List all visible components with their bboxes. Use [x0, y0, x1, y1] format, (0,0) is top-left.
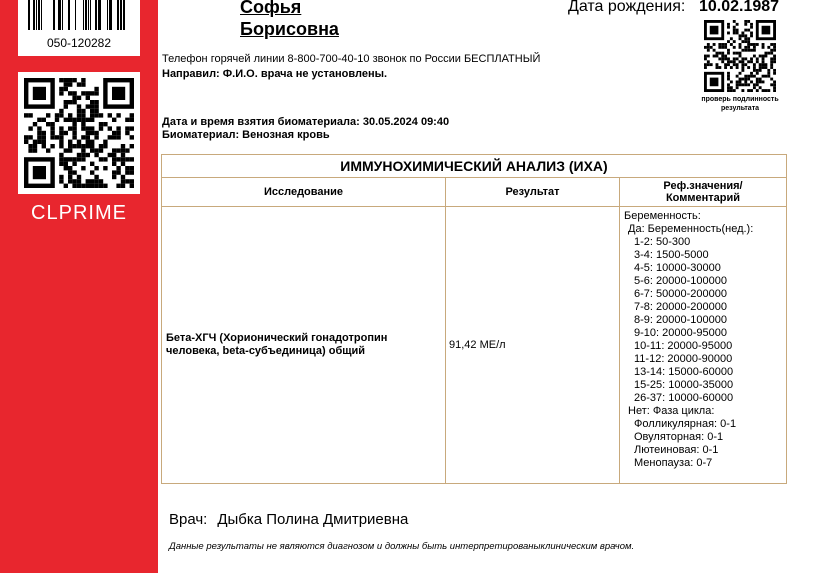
ref-line: 4-5: 10000-30000	[634, 262, 721, 274]
test-name-line1: Бета-ХГЧ (Хорионический гонадотропин	[166, 332, 388, 344]
results-table	[161, 154, 787, 484]
verify-line-1: проверь подлинность	[701, 96, 779, 103]
ref-line: Фолликулярная: 0-1	[634, 418, 737, 430]
disclaimer: Данные результаты не являются диагнозом и должны быть интерпретированыклиническим врачом.	[169, 541, 635, 552]
ref-line: 11-12: 20000-90000	[634, 353, 733, 365]
ref-line: 5-6: 20000-100000	[634, 275, 727, 287]
verify-caption	[685, 95, 795, 113]
column-header-result: Результат	[446, 178, 620, 207]
table-row	[162, 207, 787, 484]
biomaterial: Биоматериал: Венозная кровь	[162, 129, 330, 141]
ref-line: 13-14: 15000-60000	[634, 366, 734, 378]
ref-line: 15-25: 10000-35000	[634, 379, 734, 391]
ref-line: 6-7: 50000-200000	[634, 288, 727, 300]
ref-line: Да: Беременность(нед.):	[628, 223, 754, 235]
test-name	[162, 207, 446, 484]
hotline-text: Телефон горячей линии 8-800-700-40-10 звонок по России БЕСПЛАТНЫЙ	[162, 53, 541, 65]
dob-label: Дата рождения:	[568, 0, 686, 15]
ref-line: Менопауза: 0-7	[634, 457, 713, 469]
ref-line: 26-37: 10000-60000	[634, 392, 734, 404]
ref-line: Беременность:	[624, 210, 701, 222]
patient-name-line1: Софья	[240, 0, 302, 17]
barcode-panel	[18, 0, 140, 56]
sample-datetime: Дата и время взятия биоматериала: 30.05.2024 09:40	[162, 116, 450, 128]
ref-line: 10-11: 20000-95000	[634, 340, 733, 352]
column-header-reference-line2: Комментарий	[665, 192, 741, 204]
ref-line: Овуляторная: 0-1	[634, 431, 724, 443]
column-header-reference-line1: Реф.значения/	[663, 180, 743, 192]
table-title: ИММУНОХИМИЧЕСКИЙ АНАЛИЗ (ИХА)	[162, 155, 787, 178]
ref-line: 1-2: 50-300	[634, 236, 691, 248]
brand-logo: CLPRIME	[31, 202, 127, 224]
ref-line: 3-4: 1500-5000	[634, 249, 709, 261]
column-header-test: Исследование	[162, 178, 446, 207]
reference-values	[620, 207, 787, 484]
verify-line-2: результата	[720, 105, 760, 112]
patient-name-line2: Борисовна	[240, 19, 339, 39]
referral-text: Направил: Ф.И.О. врача не установлены.	[162, 68, 388, 80]
test-name-line2: человека, beta-субъединица) общий	[166, 345, 366, 357]
column-header-reference	[620, 178, 787, 207]
qr-code-panel	[18, 72, 140, 194]
ref-line: 9-10: 20000-95000	[634, 327, 727, 339]
ref-line: 7-8: 20000-200000	[634, 301, 727, 313]
doctor-name: Дыбка Полина Дмитриевна	[217, 511, 409, 528]
doctor-label: Врач:	[169, 511, 208, 528]
qr-code-icon[interactable]	[704, 20, 776, 92]
brand-sidebar	[0, 0, 158, 573]
patient-name	[240, 0, 339, 40]
barcode-icon	[28, 0, 130, 30]
ref-line: 8-9: 20000-100000	[634, 314, 727, 326]
barcode-number: 050-120282	[46, 36, 112, 50]
ref-line: Лютеиновая: 0-1	[634, 444, 719, 456]
test-result: 91,42 МЕ/л	[446, 207, 620, 484]
dob-value: 10.02.1987	[699, 0, 780, 15]
doctor-signature	[169, 511, 408, 528]
qr-code-icon	[24, 78, 134, 188]
ref-line: Нет: Фаза цикла:	[628, 405, 715, 417]
